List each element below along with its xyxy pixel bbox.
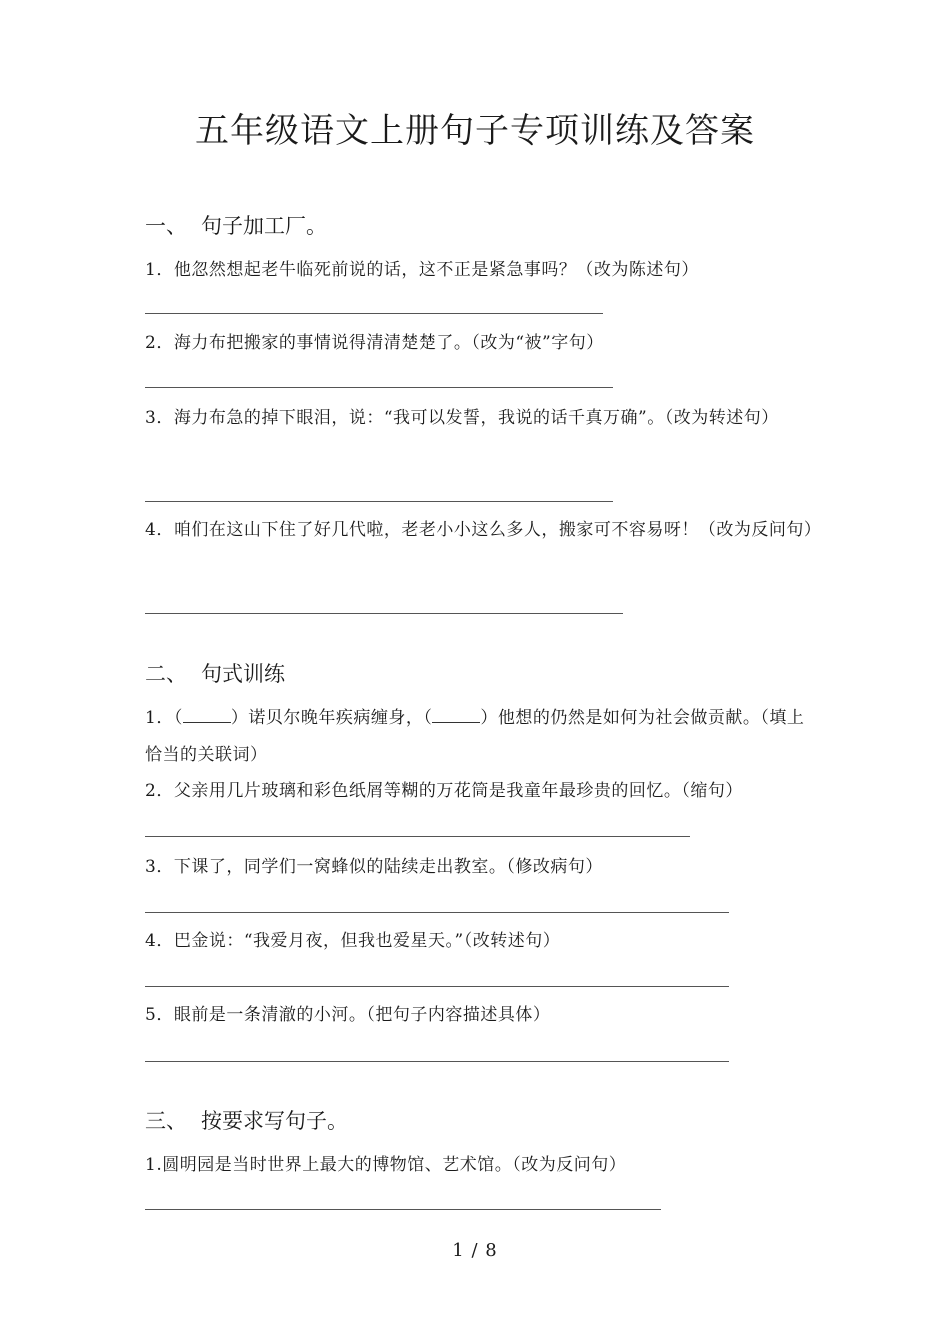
section-1-heading <box>145 210 327 240</box>
answer-line-2-5[interactable] <box>145 1061 729 1062</box>
section-2-number: 二、 <box>145 662 187 686</box>
conjunction-blank-2[interactable] <box>432 706 480 723</box>
question-2-1 <box>145 700 813 774</box>
answer-line-1-3[interactable] <box>145 501 613 502</box>
question-2-2: 2．父亲用几片玻璃和彩色纸屑等糊的万花筒是我童年最珍贵的回忆。（缩句） <box>145 781 743 801</box>
answer-line-3-1[interactable] <box>145 1209 661 1210</box>
question-3-1: 1.圆明园是当时世界上最大的博物馆、艺术馆。（改为反问句） <box>145 1155 627 1175</box>
answer-line-2-3[interactable] <box>145 912 729 913</box>
page-indicator: 1 / 8 <box>452 1240 498 1261</box>
conjunction-blank-1[interactable] <box>183 706 231 723</box>
section-2-heading <box>145 658 285 688</box>
question-1-2: 2．海力布把搬家的事情说得清清楚楚了。（改为“被”字句） <box>145 333 604 353</box>
answer-line-2-2[interactable] <box>145 836 690 837</box>
answer-line-1-1[interactable] <box>145 313 603 314</box>
section-3-heading <box>145 1105 348 1135</box>
page-title: 五年级语文上册句子专项训练及答案 <box>195 111 755 151</box>
section-1-number: 一、 <box>145 214 187 238</box>
answer-line-1-4[interactable] <box>145 613 623 614</box>
question-1-1: 1．他忽然想起老牛临死前说的话，这不正是紧急事吗？（改为陈述句） <box>145 260 699 280</box>
answer-line-2-4[interactable] <box>145 986 729 987</box>
question-1-3: 3．海力布急的掉下眼泪，说：“我可以发誓，我说的话千真万确”。（改为转述句） <box>145 408 779 428</box>
section-1-title: 句子加工厂。 <box>201 214 327 238</box>
section-3-title: 按要求写句子。 <box>201 1109 348 1133</box>
question-2-1-prefix: 1．（ <box>145 708 183 728</box>
question-2-3: 3．下课了，同学们一窝蜂似的陆续走出教室。（修改病句） <box>145 857 603 877</box>
question-1-4: 4．咱们在这山下住了好几代啦，老老小小这么多人，搬家可不容易呀！（改为反问句） <box>145 520 822 540</box>
question-2-5: 5．眼前是一条清澈的小河。（把句子内容描述具体） <box>145 1005 551 1025</box>
answer-line-1-2[interactable] <box>145 387 613 388</box>
section-3-number: 三、 <box>145 1109 187 1133</box>
question-2-1-suffix: ）他想的仍然是如何为社会做贡献。（填上恰当的关联词） <box>145 708 805 765</box>
question-2-4: 4．巴金说：“我爱月夜，但我也爱星天。”（改转述句） <box>145 931 561 951</box>
question-2-1-mid: ）诺贝尔晚年疾病缠身，（ <box>230 708 433 728</box>
section-2-title: 句式训练 <box>201 662 285 686</box>
